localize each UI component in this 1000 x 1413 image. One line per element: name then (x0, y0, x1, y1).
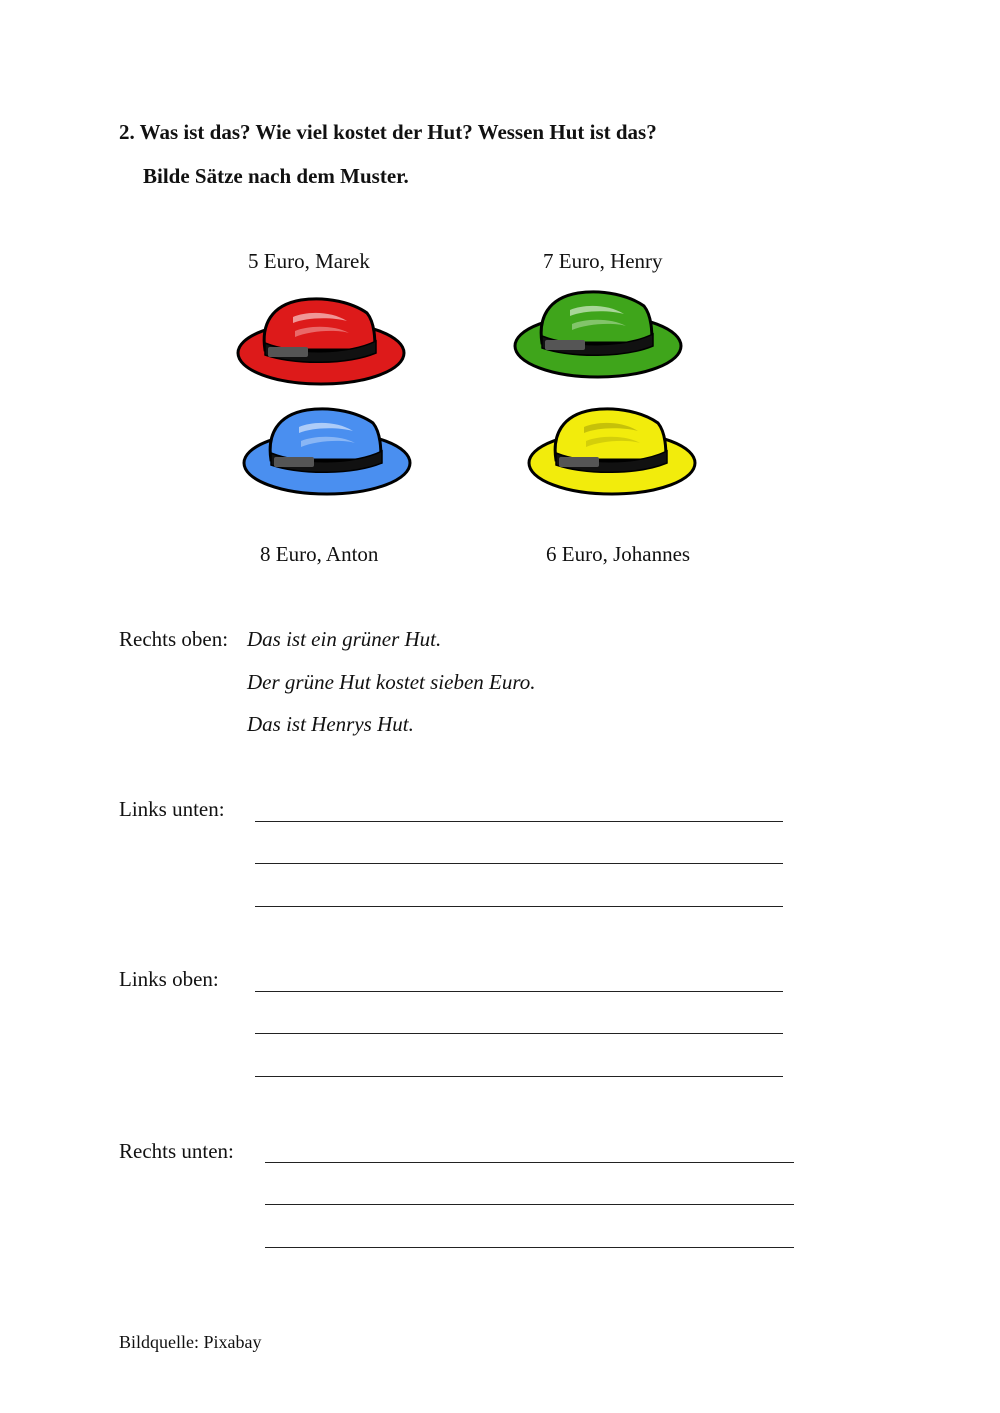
answer-line[interactable] (265, 1247, 794, 1248)
hat-label-bottom-right: 6 Euro, Johannes (546, 542, 691, 566)
answer-label-links-oben: Links oben: (119, 967, 219, 991)
hat-label-top-right: 7 Euro, Henry (543, 249, 663, 273)
example-sentence-1: Das ist ein grüner Hut. (247, 627, 442, 651)
answer-label-links-unten: Links unten: (119, 797, 225, 821)
answer-line[interactable] (255, 863, 783, 864)
example-label: Rechts oben: (119, 627, 229, 651)
hat-top-left (235, 295, 407, 390)
task-title: 2. Was ist das? Wie viel kostet der Hut? Wessen Hut ist das? (119, 120, 657, 144)
example-sentence-3: Das ist Henrys Hut. (247, 712, 414, 736)
hat-bottom-right (526, 405, 698, 500)
answer-line[interactable] (255, 991, 783, 992)
image-source-credit: Bildquelle: Pixabay (119, 1332, 262, 1352)
hat-label-top-left: 5 Euro, Marek (248, 249, 370, 273)
task-instruction: Bilde Sätze nach dem Muster. (143, 164, 409, 188)
answer-label-rechts-unten: Rechts unten: (119, 1139, 234, 1163)
hat-top-right (512, 288, 684, 383)
hat-label-bottom-left: 8 Euro, Anton (260, 542, 379, 566)
example-sentence-2: Der grüne Hut kostet sieben Euro. (247, 670, 536, 694)
answer-line[interactable] (255, 1033, 783, 1034)
hat-bottom-left (241, 405, 413, 500)
answer-line[interactable] (265, 1162, 794, 1163)
answer-line[interactable] (265, 1204, 794, 1205)
answer-line[interactable] (255, 906, 783, 907)
answer-line[interactable] (255, 1076, 783, 1077)
answer-line[interactable] (255, 821, 783, 822)
